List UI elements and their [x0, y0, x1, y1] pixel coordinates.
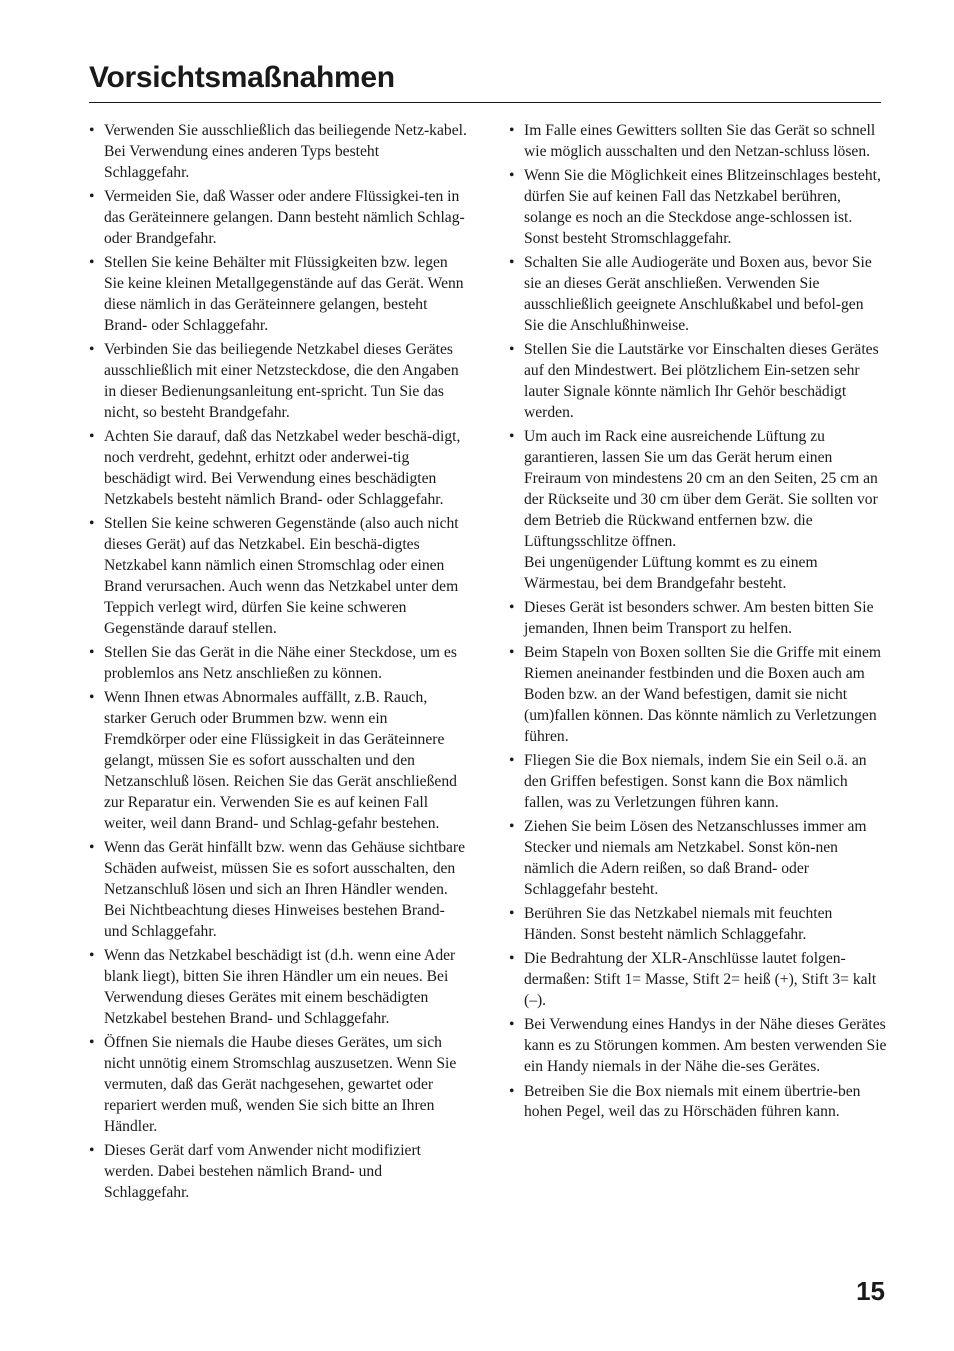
bullet-icon: • — [509, 818, 515, 836]
bullet-icon: • — [89, 1141, 95, 1159]
list-item — [89, 514, 467, 639]
list-item-text: Dieses Gerät ist besonders schwer. Am besten bitten Sie jemanden, Ihnen beim Transport zu helfen. — [524, 598, 874, 637]
bullet-icon: • — [509, 1082, 515, 1100]
list-item-text: Um auch im Rack eine ausreichende Lüftung zu garantieren, lassen Sie um das Gerät herum einen Freiraum von mindestens 20 cm an den Seiten, 25 cm an der Rückseite und 30 cm über dem Gerät. Sie sollten vor dem Betrieb die Rückwand entfernen bzw. die Lüftungsschlitze öffnen. Bei ungenügender Lüftung kommt es zu einem Wärmestau, bei dem Brandgefahr besteht. — [524, 428, 878, 592]
bullet-icon: • — [509, 598, 515, 616]
page-number: 15 — [856, 1276, 885, 1306]
list-item — [89, 253, 467, 337]
list-item — [89, 688, 467, 834]
list-item — [509, 121, 887, 163]
title-rule — [89, 102, 881, 103]
bullet-icon: • — [89, 689, 95, 707]
list-item — [509, 643, 887, 748]
list-item — [509, 1082, 887, 1124]
list-item — [89, 121, 467, 184]
list-item-text: Berühren Sie das Netzkabel niemals mit feuchten Händen. Sonst besteht nämlich Schlaggefahr. — [524, 905, 833, 944]
list-item — [509, 751, 887, 814]
bullet-icon: • — [89, 515, 95, 533]
list-item — [89, 427, 467, 511]
list-item — [509, 949, 887, 1012]
list-item-text: Vermeiden Sie, daß Wasser oder andere Flüssigkei-ten in das Geräteinnere gelangen. Dann besteht nämlich Schlag- oder Brandgefahr. — [104, 188, 465, 247]
bullet-icon: • — [89, 254, 95, 272]
bullet-icon: • — [509, 122, 515, 139]
list-item-text: Stellen Sie das Gerät in die Nähe einer Steckdose, um es problemlos ans Netz anschließen zu können. — [104, 644, 457, 682]
bullet-icon: • — [509, 341, 515, 359]
list-item-text: Schalten Sie alle Audiogeräte und Boxen aus, bevor Sie sie an dieses Gerät anschließen. Verwenden Sie ausschließlich geeignete Anschlußkabel und befol-gen Sie die Anschlußhinweise. — [524, 254, 872, 334]
list-item — [89, 340, 467, 424]
bullet-icon: • — [89, 188, 95, 206]
list-item — [89, 838, 467, 943]
bullet-icon: • — [509, 1016, 515, 1034]
list-item — [509, 427, 887, 594]
list-item-text: Öffnen Sie niemals die Haube dieses Gerätes, um sich nicht unnötig einem Stromschlag auszusetzen. Wenn Sie vermuten, daß das Gerät nachgesehen, gewartet oder repariert werden muß, wenden Sie sich bitte an Ihren Händler. — [104, 1033, 457, 1135]
list-item — [89, 643, 467, 685]
right-column — [509, 121, 887, 1127]
list-item-text: Wenn das Gerät hinfällt bzw. wenn das Gehäuse sichtbare Schäden aufweist, müssen Sie es sofort ausschalten, den Netzanschluß lösen und sich an Ihren Händler wenden. Bei Nichtbeachtung dieses Hinweises bestehen Brand- und Schlaggefahr. — [104, 839, 466, 940]
list-item — [509, 253, 887, 337]
bullet-icon: • — [509, 752, 515, 770]
list-item — [509, 817, 887, 901]
bullet-icon: • — [509, 950, 515, 968]
bullet-icon: • — [509, 428, 515, 446]
list-item — [509, 904, 887, 946]
bullet-icon: • — [509, 167, 515, 185]
list-item-text: Die Bedrahtung der XLR-Anschlüsse lautet folgen-dermaßen: Stift 1= Masse, Stift 2= heiß (+), Stift 3= kalt (–). — [524, 950, 877, 1010]
list-item — [89, 187, 467, 250]
bullet-icon: • — [89, 1033, 95, 1051]
bullet-icon: • — [509, 644, 515, 662]
list-item-text: Ziehen Sie beim Lösen des Netzanschlusses immer am Stecker und niemals am Netzkabel. Sonst kön-nen nämlich die Adern reißen, so daß Brand- oder Schlaggefahr besteht. — [524, 818, 867, 898]
list-item — [509, 166, 887, 250]
left-column — [89, 121, 467, 1207]
list-item-text: Stellen Sie keine Behälter mit Flüssigkeiten bzw. legen Sie keine kleinen Metallgegenstände auf das Gerät. Wenn diese nämlich in das Geräteinnere gelangen, besteht Brand- oder Schlaggefahr. — [104, 254, 464, 334]
bullet-icon: • — [89, 946, 95, 964]
list-item — [89, 1033, 467, 1138]
page-title: Vorsichtsmaßnahmen — [89, 61, 395, 94]
list-item — [509, 1015, 887, 1078]
list-item — [89, 1141, 467, 1204]
list-item-text: Fliegen Sie die Box niemals, indem Sie ein Seil o.ä. an den Griffen befestigen. Sonst kann die Box nämlich fallen, was zu Verletzungen führen kann. — [524, 752, 867, 811]
list-item — [89, 946, 467, 1030]
list-item — [509, 598, 887, 640]
list-item-text: Betreiben Sie die Box niemals mit einem übertrie-ben hohen Pegel, weil das zu Hörschäden führen kann. — [524, 1082, 861, 1121]
bullet-icon: • — [509, 905, 515, 923]
bullet-icon: • — [89, 644, 95, 662]
bullet-icon: • — [89, 122, 95, 139]
list-item-text: Wenn das Netzkabel beschädigt ist (d.h. wenn eine Ader blank liegt), bitten Sie ihren Händler um ein neues. Bei Verwendung dieses Gerätes mit einem beschädigten Netzkabel bestehen Brand- und Schlaggefahr. — [104, 946, 456, 1027]
list-item-text: Verbinden Sie das beiliegende Netzkabel dieses Gerätes ausschließlich mit einer Netzsteckdose, die den Angaben in dieser Bedienungsanleitung ent-spricht. Tun Sie das nicht, so besteht Brandgefahr. — [104, 341, 459, 421]
list-item-text: Stellen Sie die Lautstärke vor Einschalten dieses Gerätes auf den Mindestwert. Bei plötzlichem Ein-setzen sehr lauter Signale könnte nämlich Ihr Gehör beschädigt werden. — [524, 341, 879, 421]
bullet-icon: • — [509, 254, 515, 272]
list-item-text: Wenn Sie die Möglichkeit eines Blitzeinschlages besteht, dürfen Sie auf keinen Fall das Netzkabel berühren, solange es noch an die Steckdose ange-schlossen ist. Sonst besteht Stromschlaggefahr. — [524, 167, 881, 247]
list-item-text: Bei Verwendung eines Handys in der Nähe dieses Gerätes kann es zu Störungen kommen. Am besten verwenden Sie ein Handy niemals in der Nähe die-ses Gerätes. — [524, 1016, 887, 1076]
bullet-icon: • — [89, 341, 95, 359]
list-item-text: Achten Sie darauf, daß das Netzkabel weder beschä-digt, noch verdreht, gedehnt, erhitzt oder anderwei-tig beschädigt wird. Bei Verwendung eines beschädigten Netzkabels besteht nämlich Brand- oder Schlaggefahr. — [104, 428, 461, 508]
list-item-text: Dieses Gerät darf vom Anwender nicht modifiziert werden. Dabei bestehen nämlich Brand- und Schlaggefahr. — [104, 1141, 421, 1201]
list-item-text: Im Falle eines Gewitters sollten Sie das Gerät so schnell wie möglich ausschalten und den Netzan-schluss lösen. — [524, 122, 876, 160]
bullet-icon: • — [89, 428, 95, 446]
list-item-text: Stellen Sie keine schweren Gegenstände (also auch nicht dieses Gerät) auf das Netzkabel. Ein beschä-digtes Netzkabel kann nämlich einen Stromschlag oder einen Brand verursachen. Auch wenn das Netzkabel unter dem Teppich verlegt wird, dürfen Sie keine schweren Gegenstände darauf stellen. — [104, 515, 459, 637]
list-item — [509, 340, 887, 424]
list-item-text: Wenn Ihnen etwas Abnormales auffällt, z.B. Rauch, starker Geruch oder Brummen bzw. wenn ein Fremdkörper oder eine Flüssigkeit in das Geräteinnere gelangt, müssen Sie es sofort ausschalten und den Netzanschluß lösen. Reichen Sie das Gerät anschließend zur Reparatur ein. Verwenden Sie es auf keinen Fall weiter, weil dann Brand- und Schlag-gefahr bestehen. — [104, 689, 457, 832]
list-item-text: Verwenden Sie ausschließlich das beiliegende Netz-kabel. Bei Verwendung eines anderen Typs besteht Schlaggefahr. — [104, 122, 467, 181]
bullet-icon: • — [89, 839, 95, 857]
list-item-text: Beim Stapeln von Boxen sollten Sie die Griffe mit einem Riemen aneinander festbinden und die Boxen auch am Boden bzw. an der Wand befestigen, damit sie nicht (um)fallen können. Das könnte nämlich zu Verletzungen führen. — [524, 644, 882, 745]
